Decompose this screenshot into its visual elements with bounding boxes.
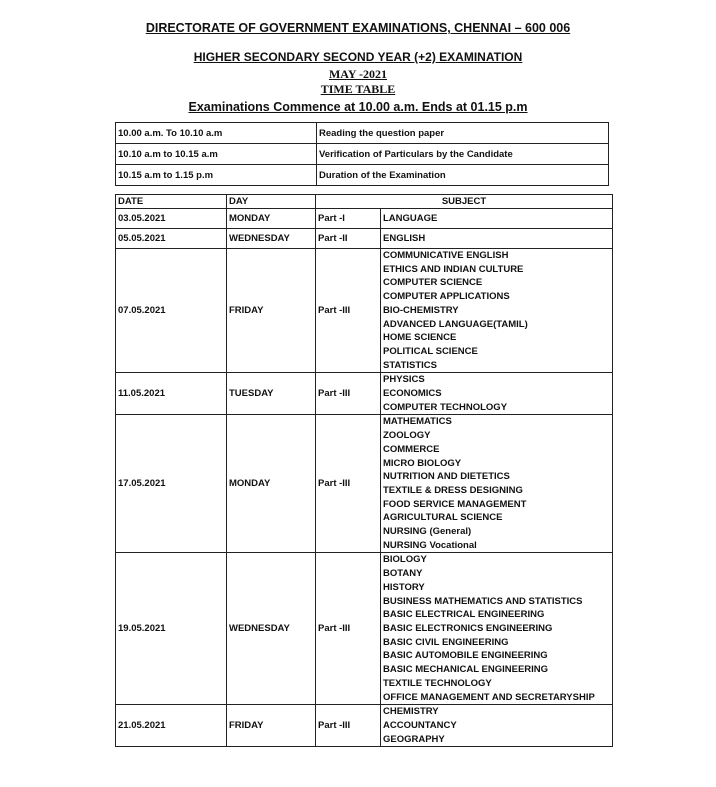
timing-activity: Reading the question paper	[317, 123, 609, 144]
schedule-row	[116, 249, 613, 373]
subject-cell	[381, 705, 613, 747]
subject-name: OFFICE MANAGEMENT AND SECRETARYSHIP	[383, 691, 595, 703]
subject-name: ECONOMICS	[383, 388, 442, 400]
exam-date: 17.05.2021	[116, 415, 227, 553]
exam-date: 19.05.2021	[116, 553, 227, 705]
schedule-table	[115, 194, 613, 747]
exam-part: Part -III	[316, 553, 381, 705]
timing-row	[116, 165, 609, 186]
timing-activity: Duration of the Examination	[317, 165, 609, 186]
subject-name: COMPUTER TECHNOLOGY	[383, 401, 508, 413]
subject-name: ETHICS AND INDIAN CULTURE	[383, 263, 524, 275]
timing-activity: Verification of Particulars by the Candidate	[317, 144, 609, 165]
subject-name: GEOGRAPHY	[383, 733, 445, 745]
exam-part: Part -III	[316, 415, 381, 553]
timing-row	[116, 123, 609, 144]
exam-day: FRIDAY	[227, 249, 316, 373]
exam-day: TUESDAY	[227, 373, 316, 415]
exam-date: 03.05.2021	[116, 209, 227, 229]
exam-part: Part -III	[316, 249, 381, 373]
directorate-heading: DIRECTORATE OF GOVERNMENT EXAMINATIONS, CHENNAI – 600 006	[145, 21, 571, 35]
exam-heading: HIGHER SECONDARY SECOND YEAR (+2) EXAMINATION	[193, 50, 523, 64]
subject-name: BASIC ELECTRICAL ENGINEERING	[383, 609, 545, 621]
schedule-body	[116, 209, 613, 747]
subject-header: SUBJECT	[316, 195, 613, 209]
schedule-row	[116, 209, 613, 229]
subject-name: COMMERCE	[383, 443, 440, 455]
subject-name: NUTRITION AND DIETETICS	[383, 471, 510, 483]
timing-body	[116, 123, 609, 186]
subject-name: HISTORY	[383, 581, 425, 593]
exam-part: Part -II	[316, 229, 381, 249]
exam-date: 21.05.2021	[116, 705, 227, 747]
schedule-row	[116, 229, 613, 249]
subject-name: CHEMISTRY	[383, 706, 439, 718]
subject-name: COMPUTER SCIENCE	[383, 277, 483, 289]
subject-name: FOOD SERVICE MANAGEMENT	[383, 498, 527, 510]
subject-name: BASIC AUTOMOBILE ENGINEERING	[383, 650, 548, 662]
exam-day: MONDAY	[227, 209, 316, 229]
exam-date: 05.05.2021	[116, 229, 227, 249]
schedule-row	[116, 373, 613, 415]
exam-part: Part -I	[316, 209, 381, 229]
subject-name: COMPUTER APPLICATIONS	[383, 291, 510, 303]
subject-name: MICRO BIOLOGY	[383, 457, 462, 469]
timing-table	[115, 122, 609, 186]
subject-name: NURSING (General)	[383, 526, 472, 538]
subject-name: BASIC CIVIL ENGINEERING	[383, 636, 509, 648]
subject-name: BASIC ELECTRONICS ENGINEERING	[383, 622, 553, 634]
subject-name: TEXTILE TECHNOLOGY	[383, 677, 492, 689]
subject-name: HOME SCIENCE	[383, 332, 457, 344]
schedule-row	[116, 705, 613, 747]
subject-name: BIO-CHEMISTRY	[383, 304, 459, 316]
exam-date: 11.05.2021	[116, 373, 227, 415]
subject-name: STATISTICS	[383, 359, 438, 371]
subject-cell	[381, 415, 613, 553]
subject-name: POLITICAL SCIENCE	[383, 345, 478, 357]
subject-name: TEXTILE & DRESS DESIGNING	[383, 484, 523, 496]
exam-part: Part -III	[316, 373, 381, 415]
exam-part: Part -III	[316, 705, 381, 747]
subject-name: ADVANCED LANGUAGE(TAMIL)	[383, 318, 528, 330]
subject-name: COMMUNICATIVE ENGLISH	[383, 250, 509, 261]
subject-cell	[381, 373, 613, 415]
exam-date: 07.05.2021	[116, 249, 227, 373]
subject-name: BASIC MECHANICAL ENGINEERING	[383, 664, 549, 676]
subject-cell	[381, 209, 613, 229]
subject-name: BUSINESS MATHEMATICS AND STATISTICS	[383, 595, 583, 607]
exam-day: WEDNESDAY	[227, 553, 316, 705]
subject-name: PHYSICS	[383, 374, 425, 386]
session-heading: MAY -2021	[328, 67, 388, 81]
subject-name: BIOLOGY	[383, 554, 427, 566]
subject-cell	[381, 249, 613, 373]
exam-day: WEDNESDAY	[227, 229, 316, 249]
subject-name: LANGUAGE	[383, 212, 438, 224]
exam-day: MONDAY	[227, 415, 316, 553]
subject-name: ENGLISH	[383, 232, 426, 244]
schedule-header-row	[116, 195, 613, 209]
date-header: DATE	[116, 195, 227, 209]
subject-name: BOTANY	[383, 568, 423, 580]
timing-time: 10.15 a.m to 1.15 p.m	[116, 165, 317, 186]
subject-name: MATHEMATICS	[383, 416, 452, 428]
timing-row	[116, 144, 609, 165]
schedule-row	[116, 553, 613, 705]
subject-name: ACCOUNTANCY	[383, 719, 457, 731]
schedule-row	[116, 415, 613, 553]
subject-name: NURSING Vocational	[383, 539, 477, 551]
subject-cell	[381, 553, 613, 705]
document-title: TIME TABLE	[320, 82, 396, 96]
exam-day: FRIDAY	[227, 705, 316, 747]
subject-name: ZOOLOGY	[383, 430, 431, 442]
subject-cell	[381, 229, 613, 249]
commence-note: Examinations Commence at 10.00 a.m. Ends at 01.15 p.m	[188, 100, 528, 114]
timing-time: 10.10 a.m to 10.15 a.m	[116, 144, 317, 165]
subject-name: AGRICULTURAL SCIENCE	[383, 512, 503, 524]
timing-time: 10.00 a.m. To 10.10 a.m	[116, 123, 317, 144]
day-header: DAY	[227, 195, 316, 209]
